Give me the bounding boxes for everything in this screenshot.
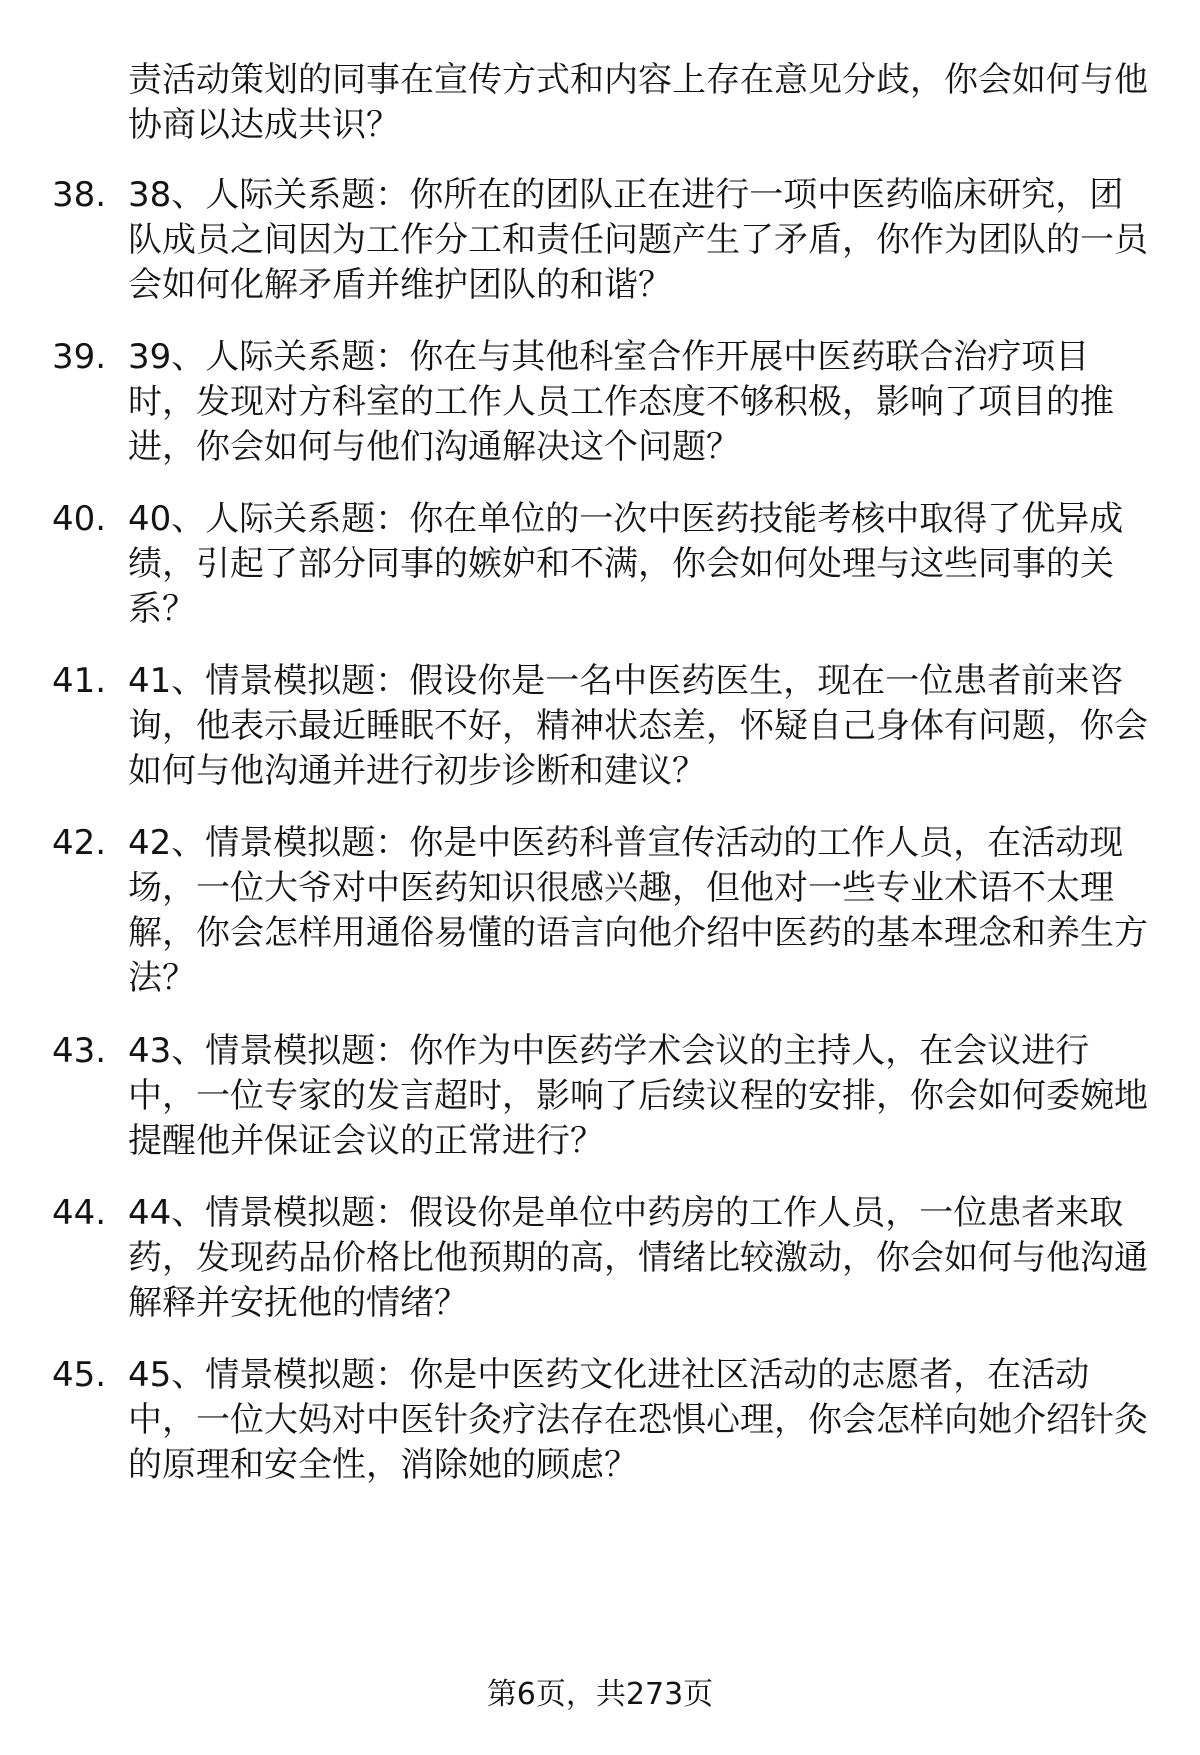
question-number: 45. [52,1355,107,1395]
question-text: 40、人际关系题：你在单位的一次中医药技能考核中取得了优异成绩，引起了部分同事的嫉妒和不满，你会如何处理与这些同事的关系？ [128,499,1124,629]
question-text: 44、情景模拟题：假设你是单位中药房的工作人员，一位患者来取药，发现药品价格比他预期的高，情绪比较激动，你会如何与他沟通解释并安抚他的情绪？ [128,1193,1148,1323]
page-number-footer: 第6页，共273页 [486,1677,714,1712]
question-text: 41、情景模拟题：假设你是一名中医药医生，现在一位患者前来咨询，他表示最近睡眠不好，精神状态差，怀疑自己身体有问题，你会如何与他沟通并进行初步诊断和建议？ [128,661,1148,791]
question-text: 43、情景模拟题：你作为中医药学术会议的主持人，在会议进行中，一位专家的发言超时，影响了后续议程的安排，你会如何委婉地提醒他并保证会议的正常进行？ [128,1031,1148,1161]
question-number: 40. [52,499,107,539]
continued-question-text: 责活动策划的同事在宣传方式和内容上存在意见分歧，你会如何与他协商以达成共识？ [128,60,1148,145]
question-text: 42、情景模拟题：你是中医药科普宣传活动的工作人员，在活动现场，一位大爷对中医药知识很感兴趣，但他对一些专业术语不太理解，你会怎样用通俗易懂的语言向他介绍中医药的基本理念和养生方法？ [128,823,1148,998]
question-text: 39、人际关系题：你在与其他科室合作开展中医药联合治疗项目时，发现对方科室的工作人员工作态度不够积极，影响了项目的推进，你会如何与他们沟通解决这个问题？ [128,337,1114,467]
question-text: 45、情景模拟题：你是中医药文化进社区活动的志愿者，在活动中，一位大妈对中医针灸疗法存在恐惧心理，你会怎样向她介绍针灸的原理和安全性，消除她的顾虑？ [128,1355,1148,1485]
question-number: 39. [52,337,107,377]
question-number: 43. [52,1031,107,1071]
question-number: 38. [52,175,107,215]
question-text: 38、人际关系题：你所在的团队正在进行一项中医药临床研究，团队成员之间因为工作分工和责任问题产生了矛盾，你作为团队的一员会如何化解矛盾并维护团队的和谐？ [128,175,1148,305]
question-number: 42. [52,823,107,863]
question-number: 44. [52,1193,107,1233]
question-number: 41. [52,661,107,701]
